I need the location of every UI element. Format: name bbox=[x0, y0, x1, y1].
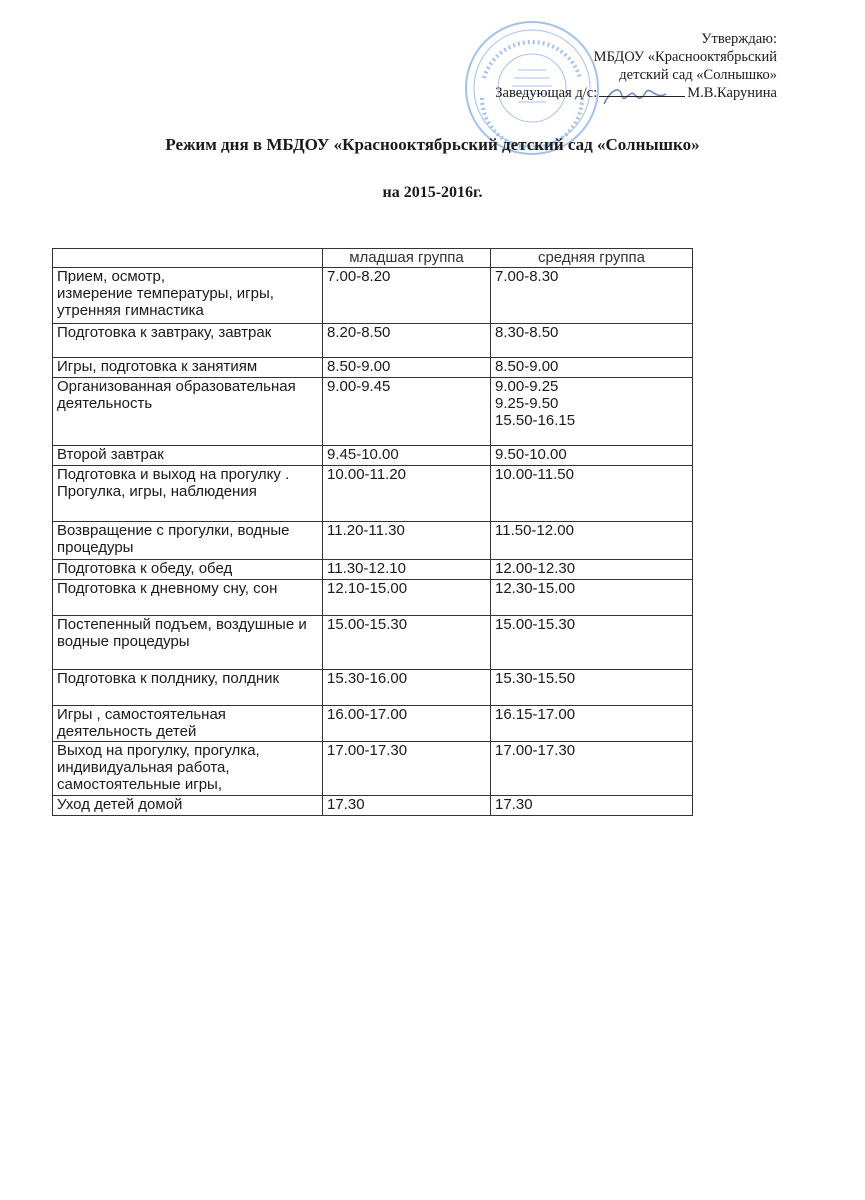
middle-time-value: 15.00-15.30 bbox=[495, 616, 576, 633]
header-middle-group: средняя группа bbox=[491, 249, 693, 268]
junior-time-cell bbox=[323, 378, 491, 446]
junior-time-cell bbox=[323, 742, 491, 796]
middle-time-cell bbox=[491, 358, 693, 378]
junior-time-value: 15.30-16.00 bbox=[327, 670, 408, 687]
middle-time-cell bbox=[491, 706, 693, 742]
junior-time-value: 8.50-9.00 bbox=[327, 358, 391, 375]
middle-time-cell bbox=[491, 378, 693, 446]
activity-cell: Уход детей домой bbox=[53, 796, 323, 816]
middle-time-cell bbox=[491, 466, 693, 522]
middle-time-cell bbox=[491, 616, 693, 670]
approval-org-line1: МБДОУ «Краснооктябрьский bbox=[593, 49, 777, 65]
table-row bbox=[53, 616, 693, 670]
middle-time-value: 12.30-15.00 bbox=[495, 580, 576, 597]
header-junior-group: младшая группа bbox=[323, 249, 491, 268]
table-row bbox=[53, 560, 693, 580]
table-row bbox=[53, 268, 693, 324]
middle-time-cell bbox=[491, 324, 693, 358]
middle-time-cell bbox=[491, 580, 693, 616]
junior-time-cell bbox=[323, 616, 491, 670]
junior-time-cell bbox=[323, 268, 491, 324]
middle-time-value: 15.50-16.15 bbox=[495, 412, 576, 429]
table-row bbox=[53, 706, 693, 742]
table-header-row bbox=[53, 249, 693, 268]
junior-time-value: 11.20-11.30 bbox=[327, 522, 405, 539]
junior-time-cell bbox=[323, 466, 491, 522]
table-row bbox=[53, 670, 693, 706]
junior-time-cell bbox=[323, 560, 491, 580]
junior-time-value: 12.10-15.00 bbox=[327, 580, 408, 597]
header-activity bbox=[53, 249, 323, 268]
middle-time-cell bbox=[491, 796, 693, 816]
signature-underline bbox=[599, 84, 685, 97]
middle-time-value: 12.00-12.30 bbox=[495, 560, 576, 577]
middle-time-value: 8.50-9.00 bbox=[495, 358, 559, 375]
table-row bbox=[53, 742, 693, 796]
junior-time-value: 11.30-12.10 bbox=[327, 560, 406, 577]
junior-time-cell bbox=[323, 446, 491, 466]
middle-time-value: 9.50-10.00 bbox=[495, 446, 567, 463]
activity-cell: Подготовка к полднику, полдник bbox=[53, 670, 323, 706]
junior-time-cell bbox=[323, 522, 491, 560]
middle-time-value: 10.00-11.50 bbox=[495, 466, 574, 483]
middle-time-cell bbox=[491, 742, 693, 796]
middle-time-cell bbox=[491, 560, 693, 580]
middle-time-cell bbox=[491, 522, 693, 560]
table-row bbox=[53, 358, 693, 378]
junior-time-cell bbox=[323, 580, 491, 616]
activity-cell: Постепенный подъем, воздушные и водные процедуры bbox=[53, 616, 323, 670]
middle-time-value: 7.00-8.30 bbox=[495, 268, 559, 285]
middle-time-value: 9.25-9.50 bbox=[495, 395, 559, 412]
junior-time-value: 8.20-8.50 bbox=[327, 324, 391, 341]
activity-cell: Подготовка к дневному сну, сон bbox=[53, 580, 323, 616]
approval-signature-line bbox=[495, 84, 777, 102]
daily-schedule-table bbox=[52, 248, 693, 816]
activity-cell: Подготовка к обеду, обед bbox=[53, 560, 323, 580]
activity-cell: Выход на прогулку, прогулка, индивидуальная работа, самостоятельные игры, bbox=[53, 742, 323, 796]
junior-time-value: 7.00-8.20 bbox=[327, 268, 391, 285]
middle-time-cell bbox=[491, 446, 693, 466]
middle-time-cell bbox=[491, 670, 693, 706]
junior-time-cell bbox=[323, 706, 491, 742]
middle-time-value: 15.30-15.50 bbox=[495, 670, 576, 687]
table-row bbox=[53, 522, 693, 560]
junior-time-value: 17.30 bbox=[327, 796, 365, 813]
approval-org-line2: детский сад «Солнышко» bbox=[619, 67, 777, 83]
middle-time-value: 8.30-8.50 bbox=[495, 324, 559, 341]
junior-time-value: 9.45-10.00 bbox=[327, 446, 399, 463]
activity-cell: Прием, осмотр, измерение температуры, игры, утренняя гимнастика bbox=[53, 268, 323, 324]
junior-time-cell bbox=[323, 670, 491, 706]
table-row bbox=[53, 446, 693, 466]
junior-time-cell bbox=[323, 796, 491, 816]
junior-time-cell bbox=[323, 358, 491, 378]
approval-block bbox=[495, 30, 777, 102]
middle-time-value: 16.15-17.00 bbox=[495, 706, 576, 723]
approval-position: Заведующая д/с: bbox=[495, 85, 598, 101]
middle-time-value: 11.50-12.00 bbox=[495, 522, 574, 539]
approval-signer: М.В.Карунина bbox=[687, 85, 777, 101]
junior-time-value: 9.00-9.45 bbox=[327, 378, 391, 395]
table-row bbox=[53, 378, 693, 446]
table-row bbox=[53, 580, 693, 616]
activity-cell: Возвращение с прогулки, водные процедуры bbox=[53, 522, 323, 560]
junior-time-value: 10.00-11.20 bbox=[327, 466, 406, 483]
activity-cell: Игры , самостоятельная деятельность детей bbox=[53, 706, 323, 742]
activity-cell: Организованная образовательная деятельность bbox=[53, 378, 323, 446]
activity-cell: Второй завтрак bbox=[53, 446, 323, 466]
junior-time-value: 15.00-15.30 bbox=[327, 616, 408, 633]
activity-cell: Подготовка к завтраку, завтрак bbox=[53, 324, 323, 358]
junior-time-value: 16.00-17.00 bbox=[327, 706, 408, 723]
middle-time-value: 17.30 bbox=[495, 796, 533, 813]
table-row bbox=[53, 324, 693, 358]
document-subtitle: на 2015-2016г. bbox=[382, 184, 483, 201]
junior-time-value: 17.00-17.30 bbox=[327, 742, 408, 759]
middle-time-cell bbox=[491, 268, 693, 324]
table-row bbox=[53, 796, 693, 816]
table-row bbox=[53, 466, 693, 522]
document-title: Режим дня в МБДОУ «Краснооктябрьский детский сад «Солнышко» bbox=[165, 135, 700, 154]
middle-time-value: 17.00-17.30 bbox=[495, 742, 576, 759]
junior-time-cell bbox=[323, 324, 491, 358]
middle-time-value: 9.00-9.25 bbox=[495, 378, 559, 395]
approval-heading: Утверждаю: bbox=[701, 31, 777, 47]
activity-cell: Игры, подготовка к занятиям bbox=[53, 358, 323, 378]
activity-cell: Подготовка и выход на прогулку . Прогулка, игры, наблюдения bbox=[53, 466, 323, 522]
